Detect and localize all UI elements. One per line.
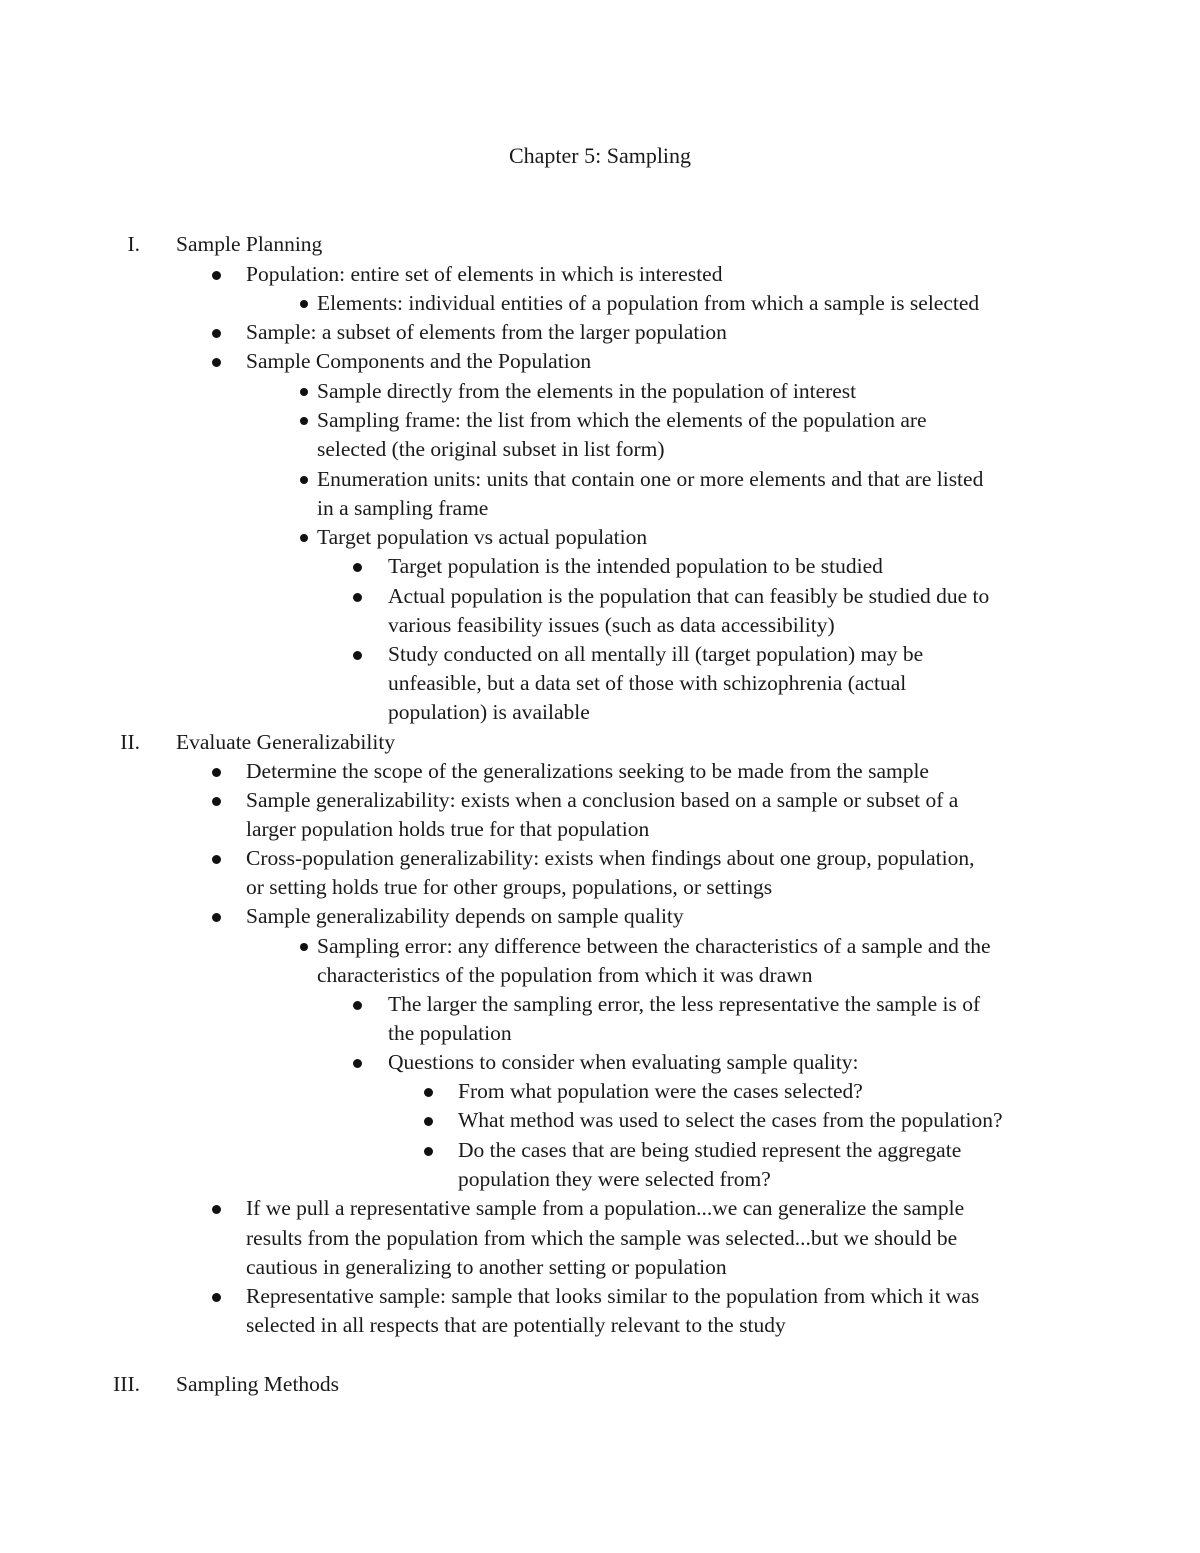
outline-item-continuation: larger population holds true for that population (246, 817, 650, 841)
outline-item: Sample generalizability depends on sample quality (246, 904, 684, 928)
bullet-icon (300, 943, 308, 951)
bullet-icon (300, 300, 308, 308)
outline-item-continuation: unfeasible, but a data set of those with schizophrenia (actual (388, 671, 907, 695)
outline-item-continuation: or setting holds true for other groups, populations, or settings (246, 875, 773, 899)
bullet-icon (424, 1147, 433, 1156)
bullet-icon (353, 593, 362, 602)
outline-item-continuation: selected (the original subset in list form) (317, 437, 665, 461)
bullet-icon (212, 358, 221, 367)
bullet-icon (300, 417, 308, 425)
page-title: Chapter 5: Sampling (508, 143, 692, 168)
outline-item: Do the cases that are being studied represent the aggregate (458, 1138, 962, 1162)
outline-item: Sample: a subset of elements from the larger population (246, 320, 727, 344)
bullet-icon (212, 768, 221, 777)
outline-item: Enumeration units: units that contain one or more elements and that are listed (317, 467, 984, 491)
outline-item-continuation: population they were selected from? (458, 1167, 771, 1191)
outline-item-continuation: the population (388, 1021, 512, 1045)
outline-item: Study conducted on all mentally ill (target population) may be (388, 642, 924, 666)
bullet-icon (300, 534, 308, 542)
outline-item-continuation: results from the population from which the sample was selected...but we should be (246, 1226, 958, 1250)
outline-item: Sample Components and the Population (246, 349, 592, 373)
outline-item-continuation: various feasibility issues (such as data accessibility) (388, 613, 835, 637)
outline-item: From what population were the cases selected? (458, 1079, 863, 1103)
section-numeral: III. (113, 1372, 140, 1396)
outline-item: Sample generalizability: exists when a conclusion based on a sample or subset of a (246, 788, 959, 812)
outline-item: What method was used to select the cases from the population? (458, 1108, 1003, 1132)
outline-item: Target population vs actual population (317, 525, 648, 549)
bullet-icon (353, 651, 362, 660)
outline-item: Actual population is the population that can feasibly be studied due to (388, 584, 990, 608)
outline-item-continuation: population) is available (388, 700, 590, 724)
section-numeral: I. (127, 232, 140, 256)
bullet-icon (212, 855, 221, 864)
bullet-icon (353, 563, 362, 572)
outline-item: Sampling frame: the list from which the elements of the population are (317, 408, 927, 432)
section-heading: Evaluate Generalizability (176, 730, 396, 754)
bullet-icon (353, 1059, 362, 1068)
bullet-icon (212, 329, 221, 338)
section-heading: Sampling Methods (176, 1372, 340, 1396)
outline-item: Representative sample: sample that looks similar to the population from which it was (246, 1284, 980, 1308)
outline-item: Determine the scope of the generalizations seeking to be made from the sample (246, 759, 929, 783)
outline-item: Sample directly from the elements in the population of interest (317, 379, 857, 403)
outline-item: Questions to consider when evaluating sample quality: (388, 1050, 859, 1074)
bullet-icon (424, 1088, 433, 1097)
outline-item-continuation: in a sampling frame (317, 496, 489, 520)
outline-item: If we pull a representative sample from a population...we can generalize the sample (246, 1196, 965, 1220)
outline-item: Sampling error: any difference between the characteristics of a sample and the (317, 934, 991, 958)
outline-item: Target population is the intended population to be studied (388, 554, 883, 578)
outline-item: Population: entire set of elements in which is interested (246, 262, 723, 286)
bullet-icon (424, 1117, 433, 1126)
bullet-icon (300, 388, 308, 396)
bullet-icon (212, 1205, 221, 1214)
section-numeral: II. (120, 730, 140, 754)
bullet-icon (212, 1293, 221, 1302)
outline-item-continuation: selected in all respects that are potentially relevant to the study (246, 1313, 786, 1337)
outline-item: Cross-population generalizability: exists when findings about one group, population, (246, 846, 975, 870)
outline-item: Elements: individual entities of a population from which a sample is selected (317, 291, 980, 315)
bullet-icon (212, 797, 221, 806)
bullet-icon (300, 476, 308, 484)
bullet-icon (212, 913, 221, 922)
bullet-icon (212, 271, 221, 280)
bullet-icon (353, 1001, 362, 1010)
outline-item-continuation: cautious in generalizing to another setting or population (246, 1255, 727, 1279)
section-heading: Sample Planning (176, 232, 323, 256)
outline-item-continuation: characteristics of the population from which it was drawn (317, 963, 813, 987)
outline-item: The larger the sampling error, the less representative the sample is of (388, 992, 981, 1016)
